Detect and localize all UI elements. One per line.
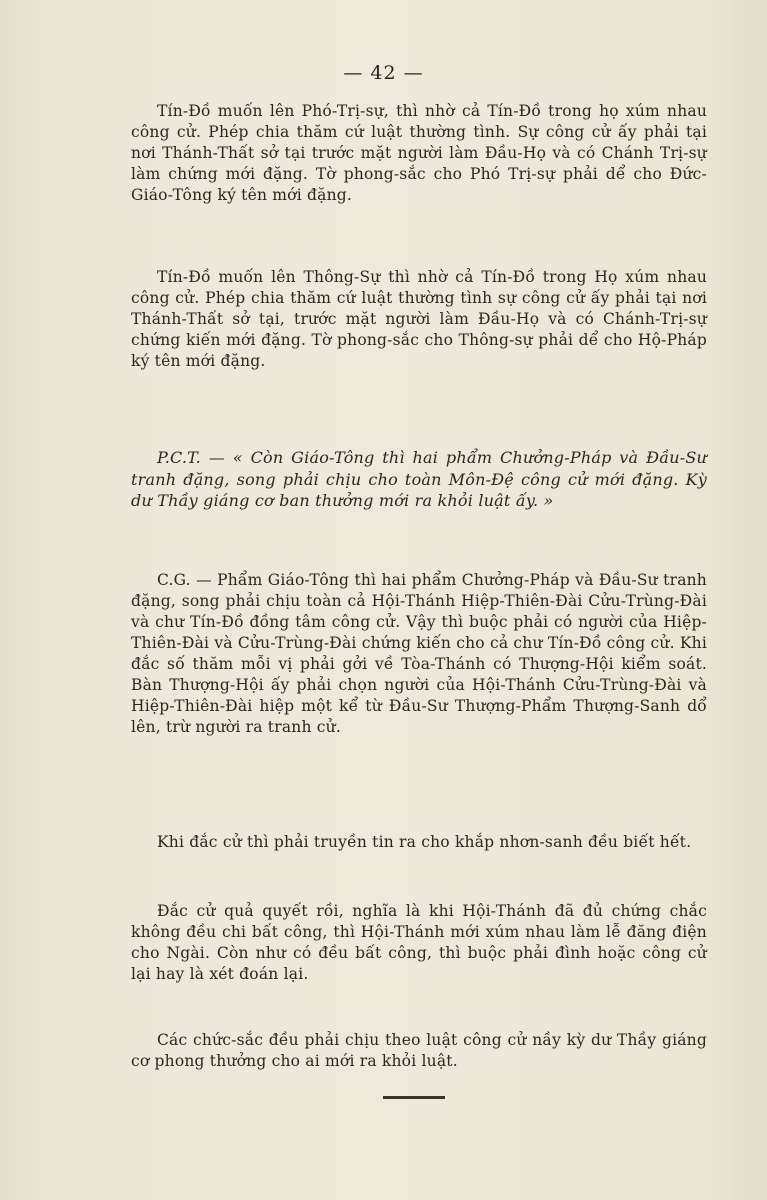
paragraph-text: Tín-Đồ muốn lên Phó-Trị-sự, thì nhờ cả Tín-Đồ trong họ xúm nhau công cử. Phép chia thăm cứ luật thường tình. Sự công cử ấy phải tại nơi Thánh-Thất sở tại trước mặt người làm Đầu-Họ và có Chánh Trị-sự làm chứng mới đặng. Tờ phong-sắc cho Phó Trị-sự phải dể cho Đức-Giáo-Tông ký tên mới đặng. (131, 102, 707, 204)
paragraph-text: Đắc cử quả quyết rồi, nghĩa là khi Hội-Thánh đã đủ chứng chắc không đều chi bất công, thì Hội-Thánh mới xúm nhau làm lễ đăng điện cho Ngài. Còn như có đều bất công, thì buộc phải đình hoặc công cử lại hay là xét đoán lại. (131, 902, 707, 983)
paragraph-text: P.C.T. — « Còn Giáo-Tông thì hai phẩm Chưởng-Pháp và Đầu-Sư tranh đặng, song phải chịu cho toàn Môn-Đệ công cử mới đặng. Kỳ dư Thầy giáng cơ ban thưởng mới ra khỏi luật ấy. » (131, 448, 707, 510)
end-ornament-rule (383, 1096, 445, 1099)
paragraph-thong-su (131, 267, 707, 372)
page-number: — 42 — (343, 62, 424, 84)
paragraph-pct-quote (131, 447, 707, 512)
paragraph-pho-tri-su (131, 101, 707, 206)
paragraph-dac-cu-qua-quyet (131, 901, 707, 985)
paragraph-text: Các chức-sắc đều phải chịu theo luật công cử nầy kỳ dư Thầy giáng cơ phong thưởng cho ai mới ra khỏi luật. (131, 1031, 707, 1070)
paragraph-cg-giao-tong (131, 570, 707, 738)
paragraph-text: C.G. — Phẩm Giáo-Tông thì hai phẩm Chưởng-Pháp và Đầu-Sư tranh đặng, song phải chịu toàn cả Hội-Thánh Hiệp-Thiên-Đài Cửu-Trùng-Đài và chư Tín-Đồ đồng tâm công cử. Vậy thì buộc phải có người của Hiệp-Thiên-Đài và Cửu-Trùng-Đài chứng kiến cho cả chư Tín-Đồ công cử. Khi đắc số thăm mỗi vị phải gởi về Tòa-Thánh có Thượng-Hội kiểm soát. Bàn Thượng-Hội ấy phải chọn người của Hội-Thánh Cửu-Trùng-Đài và Hiệp-Thiên-Đài hiệp một kể từ Đầu-Sư Thượng-Phẩm Thượng-Sanh dổ lên, trừ người ra tranh cử. (131, 571, 707, 736)
paragraph-text: Khi đắc cử thì phải truyền tin ra cho khắp nhơn-sanh đều biết hết. (157, 833, 692, 851)
paragraph-text: Tín-Đồ muốn lên Thông-Sự thì nhờ cả Tín-Đồ trong Họ xúm nhau công cử. Phép chia thăm cứ luật thường tình sự công cử ấy phải tại nơi Thánh-Thất sở tại, trước mặt người làm Đầu-Họ và có Chánh-Trị-sự chứng kiến mới đặng. Tờ phong-sắc cho Thông-sự phải dể cho Hộ-Pháp ký tên mới đặng. (131, 268, 707, 370)
paragraph-dac-cu (131, 832, 707, 853)
paragraph-chuc-sac (131, 1030, 707, 1072)
